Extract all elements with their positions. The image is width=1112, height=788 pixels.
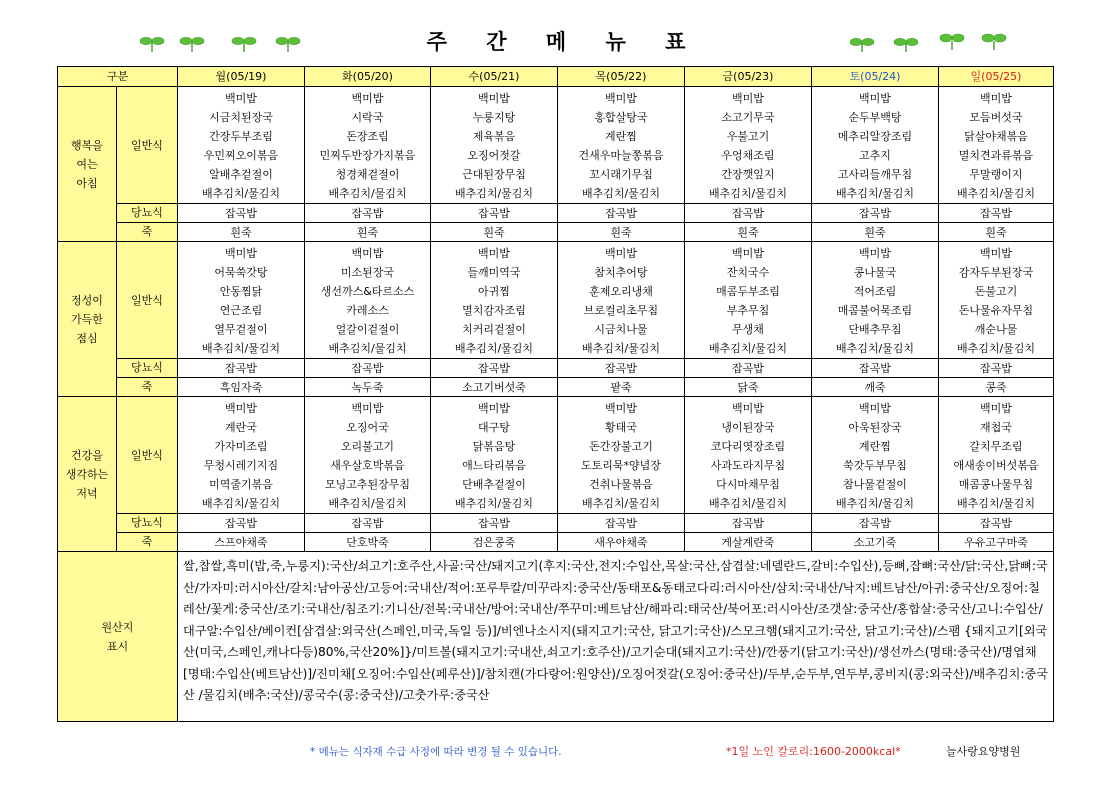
meal-name-cell (58, 87, 178, 242)
menu-item: 모듬버섯국 (969, 111, 1023, 124)
day-menu-cell-mon (178, 87, 305, 204)
menu-item: 우민찌오이볶음 (203, 149, 279, 162)
menu-item: 시금치나물 (594, 323, 648, 336)
porridge-cell-sat: 소고기죽 (812, 533, 939, 552)
menu-item: 매콤두부조림 (716, 285, 780, 298)
diabetic-cell-sat: 잡곡밥 (812, 359, 939, 378)
day-menu-cell-tue (305, 397, 431, 514)
menu-item: 백미밥 (351, 92, 384, 105)
porridge-cell-fri: 흰죽 (685, 223, 812, 242)
porridge-label: 죽 (117, 377, 177, 396)
menu-item: 메추리알장조림 (837, 130, 913, 143)
menu-item: 백미밥 (225, 402, 257, 415)
category-header: 구분 (58, 67, 178, 87)
menu-item: 열무겉절이 (214, 323, 268, 336)
menu-item: 우엉채조림 (721, 149, 775, 162)
porridge-cell-wed: 소고기버섯죽 (431, 378, 558, 397)
menu-item: 돈장조림 (346, 130, 389, 143)
menu-item: 애느타리볶음 (462, 459, 526, 472)
menu-item: 간장깻잎지 (721, 168, 775, 181)
calorie-notice: *1일 노인 칼로리:1600-2000kcal* (726, 745, 901, 758)
diabetic-cell-thu: 잡곡밥 (558, 514, 685, 533)
menu-item: 무청시레기지짐 (203, 459, 279, 472)
menu-item: 백미밥 (980, 247, 1012, 260)
meal-name (58, 397, 117, 551)
menu-item: 건취나물볶음 (589, 478, 653, 491)
menu-item: 단배추무침 (848, 323, 902, 336)
meal-name-line: 건강을 (71, 448, 103, 462)
menu-item: 백미밥 (732, 402, 764, 415)
menu-item: 재첩국 (980, 421, 1012, 434)
menu-item: 백미밥 (351, 247, 384, 260)
porridge-cell-sat: 흰죽 (812, 223, 939, 242)
diabetic-cell-mon: 잡곡밥 (178, 514, 305, 533)
porridge-meal-row (58, 533, 1054, 552)
diabetic-cell-mon: 잡곡밥 (178, 359, 305, 378)
day-menu-cell-sun (939, 397, 1054, 514)
menu-item: 돈불고기 (974, 285, 1018, 298)
diabetic-cell-fri: 잡곡밥 (685, 359, 812, 378)
porridge-cell-thu: 새우야채죽 (558, 533, 685, 552)
diabetic-cell-tue: 잡곡밥 (305, 514, 431, 533)
menu-item: 돈나물유자무침 (958, 304, 1034, 317)
menu-item: 황태국 (605, 421, 637, 434)
meal-label-wrap (58, 87, 177, 241)
menu-item: 배추김치/물김치 (201, 497, 281, 510)
meal-name-line: 가득한 (71, 312, 103, 326)
diabetic-cell-tue: 잡곡밥 (305, 359, 431, 378)
diabetic-label: 당뇨식 (117, 203, 177, 222)
menu-item: 참나물겉절이 (843, 478, 907, 491)
menu-item: 배추김치/물김치 (708, 497, 788, 510)
menu-item: 백미밥 (225, 92, 257, 105)
day-menu-cell-thu (558, 87, 685, 204)
porridge-cell-wed: 흰죽 (431, 223, 558, 242)
meal-name-line: 생각하는 (65, 467, 109, 481)
day-menu-cell-sat (812, 87, 939, 204)
menu-item: 어묵쑥갓탕 (214, 266, 268, 279)
day-menu-cell-fri (685, 397, 812, 514)
menu-item: 매콤콩나물무침 (958, 478, 1034, 491)
menu-item: 닭볶음탕 (472, 440, 516, 453)
sprout-decoration-right (848, 32, 1020, 54)
origin-label-line: 원산지 (101, 620, 134, 634)
day-menu-cell-fri (685, 242, 812, 359)
meal-sub-labels (117, 242, 177, 396)
menu-item: 순두부백탕 (848, 111, 902, 124)
menu-item: 카레소스 (346, 304, 389, 317)
diabetic-cell-sun: 잡곡밥 (939, 204, 1054, 223)
menu-item: 훈제오리냉채 (589, 285, 653, 298)
menu-item: 백미밥 (478, 92, 510, 105)
menu-item: 배추김치/물김치 (581, 187, 661, 200)
sprout-icon (848, 32, 1020, 54)
menu-item: 배추김치/물김치 (956, 342, 1036, 355)
menu-item: 배추김치/물김치 (328, 497, 407, 510)
menu-item: 쑥갓두부무침 (843, 459, 907, 472)
porridge-cell-sun: 우유고구마죽 (939, 533, 1054, 552)
menu-item: 알배추겉절이 (209, 168, 273, 181)
diabetic-cell-tue: 잡곡밥 (305, 204, 431, 223)
menu-item: 누룽지탕 (472, 111, 516, 124)
title-char: 간 (486, 30, 507, 54)
day-header-sun: 일(05/25) (939, 67, 1054, 87)
menu-item: 배추김치/물김치 (328, 187, 407, 200)
menu-change-notice: * 메뉴는 식자재 수급 사정에 따라 변경 될 수 있습니다. (310, 746, 562, 758)
day-menu-cell-wed (431, 242, 558, 359)
day-menu-cell-wed (431, 397, 558, 514)
menu-item: 백미밥 (605, 92, 637, 105)
porridge-cell-mon: 흑임자죽 (178, 378, 305, 397)
menu-item: 오징어국 (346, 421, 389, 434)
diabetic-label: 당뇨식 (117, 358, 177, 377)
menu-item: 홍합살탕국 (594, 111, 648, 124)
menu-item: 민찌두반장가지볶음 (319, 149, 416, 162)
general-label: 일반식 (131, 448, 163, 462)
day-menu-cell-sat (812, 397, 939, 514)
diabetic-meal-row (58, 514, 1054, 533)
porridge-label: 죽 (117, 222, 177, 241)
menu-item: 백미밥 (351, 402, 384, 415)
meal-name-line: 행복을 (71, 138, 103, 152)
menu-item: 멸치견과류볶음 (958, 149, 1034, 162)
menu-item: 백미밥 (732, 247, 764, 260)
diabetic-cell-wed: 잡곡밥 (431, 359, 558, 378)
day-menu-cell-sat (812, 242, 939, 359)
menu-item: 대구탕 (478, 421, 510, 434)
menu-item: 건새우마늘쫑볶음 (578, 149, 664, 162)
porridge-meal-row (58, 378, 1054, 397)
porridge-meal-row (58, 223, 1054, 242)
meal-sub-labels (117, 87, 177, 241)
meal-sub-labels (117, 397, 177, 551)
menu-item: 간장두부조림 (209, 130, 273, 143)
weekly-menu-table (57, 66, 1054, 722)
menu-item: 갈치무조림 (969, 440, 1023, 453)
day-header-tue: 화(05/20) (305, 67, 431, 87)
menu-item: 배추김치/물김치 (956, 187, 1036, 200)
diabetic-cell-wed: 잡곡밥 (431, 514, 558, 533)
porridge-cell-tue: 단호박죽 (305, 533, 431, 552)
diabetic-cell-fri: 잡곡밥 (685, 204, 812, 223)
menu-item: 배추김치/물김치 (956, 497, 1036, 510)
menu-item: 백미밥 (478, 402, 510, 415)
diabetic-meal-row (58, 359, 1054, 378)
porridge-cell-fri: 닭죽 (685, 378, 812, 397)
menu-item: 제육볶음 (472, 130, 516, 143)
menu-item: 무생채 (732, 323, 764, 336)
day-header-mon: 월(05/19) (178, 67, 305, 87)
origin-label-cell (58, 552, 178, 722)
menu-item: 배추김치/물김치 (708, 342, 788, 355)
porridge-label: 죽 (117, 532, 177, 551)
day-menu-cell-mon (178, 397, 305, 514)
menu-item: 돈간장불고기 (589, 440, 653, 453)
menu-item: 브로컬리초무침 (583, 304, 659, 317)
menu-item: 콩나물국 (853, 266, 897, 279)
origin-label-line: 표시 (106, 639, 129, 653)
porridge-cell-sat: 깨죽 (812, 378, 939, 397)
menu-item: 안동찜닭 (219, 285, 263, 298)
menu-item: 멸치감자조림 (462, 304, 526, 317)
diabetic-cell-thu: 잡곡밥 (558, 204, 685, 223)
menu-item: 연근조림 (219, 304, 263, 317)
menu-item: 모닝고추된장무침 (324, 478, 410, 491)
meal-name-line: 점심 (76, 331, 98, 345)
diabetic-cell-fri: 잡곡밥 (685, 514, 812, 533)
diabetic-cell-wed: 잡곡밥 (431, 204, 558, 223)
header-row (58, 67, 1054, 87)
day-menu-cell-thu (558, 242, 685, 359)
day-menu-cell-sun (939, 242, 1054, 359)
meal-name-cell (58, 397, 178, 552)
day-header-wed: 수(05/21) (431, 67, 558, 87)
day-menu-cell-fri (685, 87, 812, 204)
meal-name-line: 여는 (76, 157, 98, 171)
meal-label-wrap (58, 242, 177, 396)
menu-item: 고추지 (859, 149, 891, 162)
menu-item: 계란국 (225, 421, 257, 434)
title-char: 뉴 (605, 30, 626, 54)
porridge-cell-fri: 게살계란죽 (685, 533, 812, 552)
general-meal-row (58, 397, 1054, 514)
menu-item: 배추김치/물김치 (454, 497, 534, 510)
menu-item: 고사리들깨무침 (837, 168, 913, 181)
day-menu-cell-mon (178, 242, 305, 359)
menu-item: 백미밥 (605, 247, 637, 260)
menu-item: 도토리묵*양념장 (581, 459, 661, 472)
menu-item: 백미밥 (605, 402, 637, 415)
general-label: 일반식 (131, 293, 163, 307)
diabetic-cell-mon: 잡곡밥 (178, 204, 305, 223)
menu-item: 우불고기 (726, 130, 770, 143)
porridge-cell-sun: 흰죽 (939, 223, 1054, 242)
menu-item: 청경채겉절이 (335, 168, 400, 181)
menu-item: 백미밥 (859, 402, 891, 415)
day-menu-cell-tue (305, 87, 431, 204)
menu-item: 백미밥 (859, 92, 891, 105)
menu-item: 백미밥 (859, 247, 891, 260)
general-label: 일반식 (131, 138, 163, 152)
origin-row (58, 552, 1054, 722)
menu-item: 애새송이버섯볶음 (953, 459, 1039, 472)
meal-name-line: 아침 (76, 176, 98, 190)
diabetic-cell-thu: 잡곡밥 (558, 359, 685, 378)
day-menu-cell-tue (305, 242, 431, 359)
menu-item: 새우살호박볶음 (330, 459, 405, 472)
menu-item: 적어조림 (853, 285, 897, 298)
meal-name-cell (58, 242, 178, 397)
menu-item: 꼬시래기무침 (589, 168, 653, 181)
porridge-cell-tue: 녹두죽 (305, 378, 431, 397)
porridge-cell-mon: 흰죽 (178, 223, 305, 242)
menu-item: 배추김치/물김치 (454, 187, 534, 200)
menu-item: 참치추어탕 (594, 266, 648, 279)
porridge-cell-mon: 스프야채죽 (178, 533, 305, 552)
menu-item: 아욱된장국 (848, 421, 902, 434)
menu-item: 시금치된장국 (209, 111, 273, 124)
menu-item: 미소된장국 (340, 266, 395, 279)
origin-text: 쌀,찹쌀,흑미(밥,죽,누룽지):국산/쇠고기:호주산,사골:국산/돼지고기(후지:국산,전지:수입산,목살:국산,삼겹살:네델란드,갈비:수입산),등뼈,잡뼈:국산/닭:국산,닭뼈:국산/가자미:러시아산/갈치:남아공산/고등어:국내산/적어:포루투칼/미꾸라지:중국산/동태포&동태코다리:러시아산/삼치:국내산/낙지:베트남산/아귀:중국산/오징어:칠레산/꽃게:중국산/조기:국내산/침조기:기니산/전복:국내산/방어:국내산/쭈꾸미:베트남산/해파리:태국산/북어포:러시아산/조갯살:중국산/홍합살:중국산/고니:수입산/대구알:수입산/베이컨[삼겹살:외국산(스페인,미국,독일 등)]/비엔나소시지(돼지고기:국산, 닭고기:국산)/스모크햄(돼지고기:국산, 닭고기:국산)/스팸 {돼지고기[외국산(미국,스페인,캐나다등)80%,국산20%]}/미트볼(돼지고기:국내산,쇠고기:호주산)/고기순대(돼지고기:국산)/깐풍기(닭고기:국산)/생선까스(명태:중국산)/명엽채[명태:수입산(베트남산)]/진미채[오징어:수입산(페루산)]/참치캔(가다랑어:원양산)/오징어젓갈(오징어:중국산)/두부,순두부,연두부,콩비지(콩:외국산)/배추김치:중국산 /물김치(배추:국산)/콩국수(콩:중국산)/고춧가루:중국산 (178, 552, 1054, 722)
menu-item: 얼갈이겉절이 (335, 323, 400, 336)
menu-item: 소고기무국 (721, 111, 775, 124)
menu-item: 잔치국수 (726, 266, 770, 279)
menu-item: 배추김치/물김치 (201, 187, 281, 200)
menu-item: 닭살야채볶음 (964, 130, 1028, 143)
menu-item: 냉이된장국 (721, 421, 775, 434)
menu-item: 배추김치/물김치 (835, 342, 915, 355)
general-meal-row (58, 242, 1054, 359)
porridge-cell-tue: 흰죽 (305, 223, 431, 242)
porridge-cell-thu: 팥죽 (558, 378, 685, 397)
sprout-icon (140, 34, 312, 54)
diabetic-meal-row (58, 204, 1054, 223)
diabetic-label: 당뇨식 (117, 513, 177, 532)
menu-item: 감자두부된장국 (958, 266, 1034, 279)
menu-item: 무말랭이지 (969, 168, 1023, 181)
menu-item: 배추김치/물김치 (328, 342, 407, 355)
title-char: 주 (426, 30, 447, 54)
page-header (0, 0, 1112, 66)
sprout-decoration-left (140, 34, 312, 54)
general-meal-row (58, 87, 1054, 204)
day-header-sat: 토(05/24) (812, 67, 939, 87)
diabetic-cell-sun: 잡곡밥 (939, 359, 1054, 378)
meal-label-wrap (58, 397, 177, 551)
diabetic-cell-sun: 잡곡밥 (939, 514, 1054, 533)
menu-item: 부추무침 (726, 304, 770, 317)
meal-name (58, 242, 117, 396)
porridge-cell-thu: 흰죽 (558, 223, 685, 242)
day-menu-cell-sun (939, 87, 1054, 204)
menu-item: 코다리엿장조림 (710, 440, 786, 453)
meal-name-line: 저녁 (76, 486, 98, 500)
menu-item: 백미밥 (225, 247, 257, 260)
title-char: 표 (665, 30, 686, 54)
menu-item: 아귀찜 (478, 285, 510, 298)
menu-item: 계란찜 (605, 130, 637, 143)
menu-item: 시락국 (351, 111, 384, 124)
menu-item: 배추김치/물김치 (581, 342, 661, 355)
menu-item: 사과도라지무침 (710, 459, 786, 472)
menu-item: 배추김치/물김치 (581, 497, 661, 510)
title-char: 메 (545, 30, 567, 54)
meal-name (58, 87, 117, 241)
menu-item: 배추김치/물김치 (201, 342, 281, 355)
porridge-cell-wed: 검은콩죽 (431, 533, 558, 552)
menu-item: 가자미조림 (214, 440, 268, 453)
porridge-cell-sun: 콩죽 (939, 378, 1054, 397)
menu-item: 다시마채무침 (716, 478, 780, 491)
menu-item: 배추김치/물김치 (835, 187, 915, 200)
menu-item: 근대된장무침 (462, 168, 526, 181)
day-menu-cell-wed (431, 87, 558, 204)
menu-item: 배추김치/물김치 (835, 497, 915, 510)
menu-item: 배추김치/물김치 (708, 187, 788, 200)
menu-item: 배추김치/물김치 (454, 342, 534, 355)
day-header-fri: 금(05/23) (685, 67, 812, 87)
menu-item: 오리불고기 (340, 440, 395, 453)
meal-name-line: 정성이 (71, 293, 103, 307)
menu-item: 매콤불어묵조림 (837, 304, 913, 317)
menu-item: 단배추겉절이 (462, 478, 526, 491)
menu-item: 백미밥 (980, 402, 1012, 415)
menu-item: 미역줄기볶음 (209, 478, 273, 491)
menu-item: 치커리겉절이 (462, 323, 526, 336)
hospital-name: 늘사랑요양병원 (946, 745, 1021, 758)
menu-item: 백미밥 (732, 92, 764, 105)
day-menu-cell-thu (558, 397, 685, 514)
menu-item: 계란찜 (859, 440, 891, 453)
diabetic-cell-sat: 잡곡밥 (812, 514, 939, 533)
menu-item: 오징어젓갈 (467, 149, 521, 162)
menu-item: 들깨미역국 (467, 266, 521, 279)
day-header-thu: 목(05/22) (558, 67, 685, 87)
diabetic-cell-sat: 잡곡밥 (812, 204, 939, 223)
menu-item: 생선까스&타르소스 (320, 285, 415, 298)
menu-item: 백미밥 (478, 247, 510, 260)
menu-item: 깨순나물 (974, 323, 1018, 336)
menu-item: 백미밥 (980, 92, 1012, 105)
